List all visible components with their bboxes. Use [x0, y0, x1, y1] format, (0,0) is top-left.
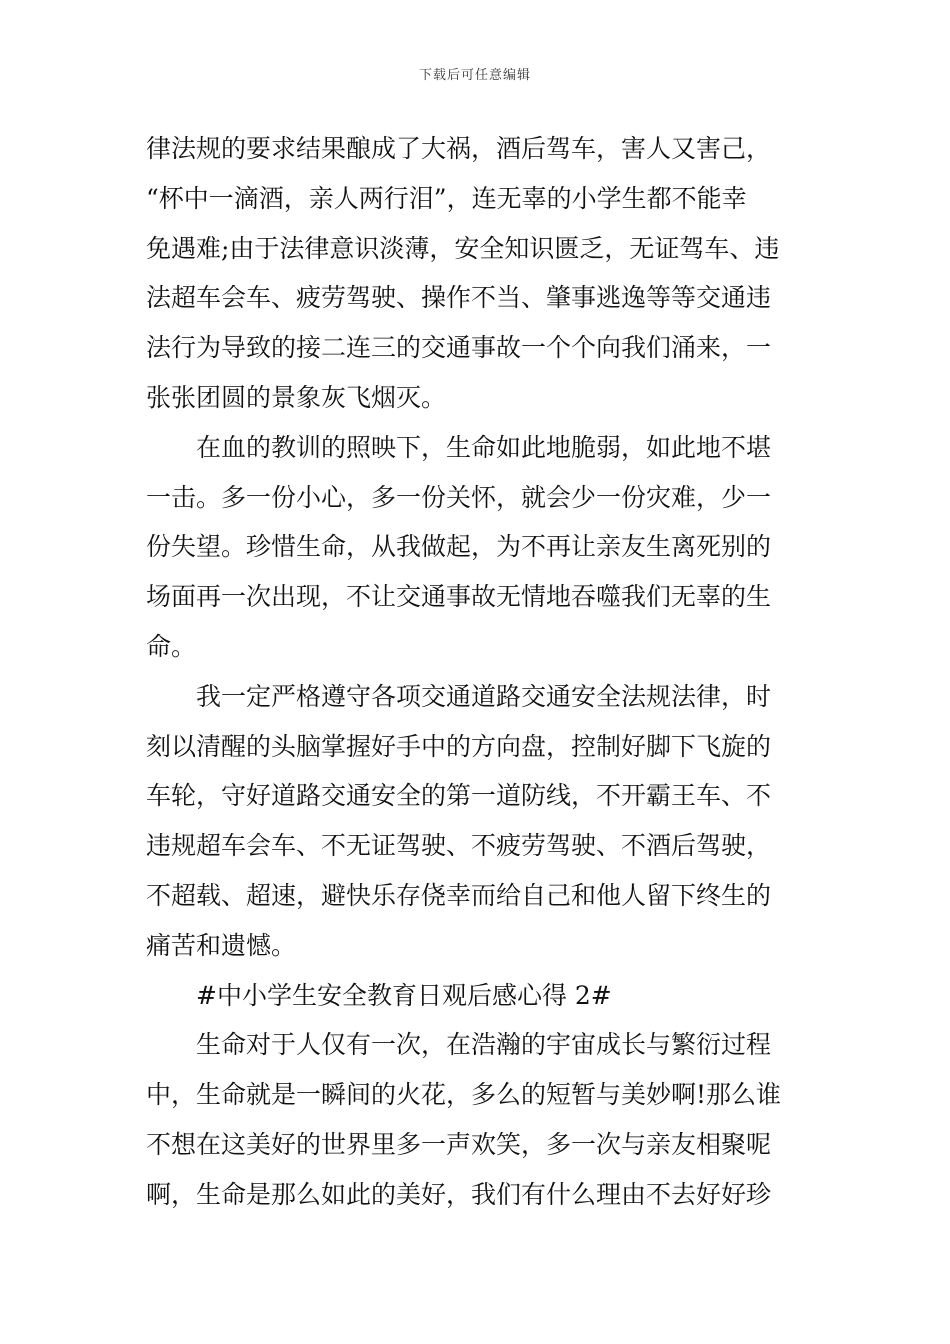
paragraph-start-line: 生命对于人仅有一次，在浩瀚的宇宙成长与繁衍过程 [196, 1030, 772, 1060]
paragraph-start-line: 我一定严格遵守各项交通道路交通安全法规法律，时 [196, 681, 772, 711]
document-body [146, 124, 808, 1220]
section-heading: #中小学生安全教育日观后感心得 2# [196, 980, 612, 1010]
page-header-note: 下载后可任意编辑 [418, 68, 531, 83]
text-line: 不想在这美好的世界里多一声欢笑，多一次与亲友相聚呢 [146, 1129, 772, 1159]
text-line: 一击。多一份小心，多一份关怀，就会少一份灾难，少一 [146, 482, 772, 512]
paragraph-start-line: 在血的教训的照映下，生命如此地脆弱，如此地不堪 [196, 432, 772, 462]
text-line: 场面再一次出现，不让交通事故无情地吞噬我们无辜的生 [146, 582, 772, 612]
text-line: 律法规的要求结果酿成了大祸，酒后驾车，害人又害己， [146, 134, 772, 163]
text-line: 中，生命就是一瞬间的火花，多么的短暂与美妙啊!那么谁 [146, 1080, 782, 1110]
text-line: 法行为导致的接二连三的交通事故一个个向我们涌来，一 [146, 333, 772, 363]
text-line: 车轮，守好道路交通安全的第一道防线，不开霸王车、不 [146, 781, 772, 811]
text-line: 份失望。珍惜生命，从我做起，为不再让亲友生离死别的 [146, 532, 772, 562]
text-line: 啊，生命是那么如此的美好，我们有什么理由不去好好珍 [146, 1179, 772, 1209]
text-line: 命。 [146, 631, 197, 661]
text-line: 刻以清醒的头脑掌握好手中的方向盘，控制好脚下飞旋的 [146, 731, 772, 761]
text-line: 张张团圆的景象灰飞烟灭。 [146, 382, 447, 412]
text-line: 免遇难;由于法律意识淡薄，安全知识匮乏，无证驾车、违 [146, 233, 780, 263]
text-line: 不超载、超速，避快乐存侥幸而给自己和他人留下终生的 [146, 880, 772, 910]
text-line: “杯中一滴酒，亲人两行泪”，连无辜的小学生都不能幸 [146, 183, 747, 213]
text-line: 痛苦和遗憾。 [146, 930, 297, 960]
text-line: 违规超车会车、不无证驾驶、不疲劳驾驶、不酒后驾驶， [146, 831, 772, 861]
text-line: 法超车会车、疲劳驾驶、操作不当、肇事逃逸等等交通违 [146, 283, 772, 313]
